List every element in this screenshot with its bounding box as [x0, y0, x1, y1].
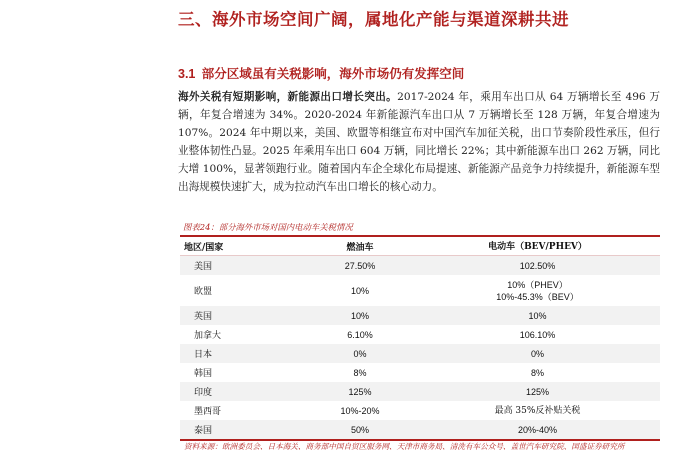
- cell-fuel: 6.10%: [347, 329, 373, 340]
- header-fuel: 燃油车: [346, 242, 374, 253]
- cell-ev: [415, 279, 660, 303]
- cell-ev: 106.10%: [519, 329, 556, 340]
- cell-fuel: 125%: [348, 386, 372, 397]
- table-row: [180, 401, 660, 420]
- subsection-heading: 部分区域虽有关税影响，海外市场仍有发挥空间: [201, 66, 465, 81]
- header-ev: 电动车（BEV/PHEV）: [488, 241, 587, 252]
- cell-ev: 最高 35%反补贴关税: [494, 406, 581, 416]
- table-row: [180, 325, 660, 344]
- cell-fuel: 27.50%: [344, 260, 376, 271]
- section-title: 三、海外市场空间广阔，属地化产能与渠道深耕共进: [178, 10, 569, 29]
- cell-fuel: 10%: [350, 285, 369, 296]
- cell-region: 墨西哥: [194, 407, 222, 417]
- paragraph-text: 2017-2024 年，乘用车出口从 64 万辆增长至 496 万辆，年复合增速为 34%。2020-2024 年新能源汽车出口从 7 万辆增长至 128 万辆，年复合增速为 107%。2024 年中期以来，美国、欧盟等相继宣布对中国汽车加征关税，出口节奏阶段性承压，但行业整体韧性凸显。2025 年乘用车出口 604 万辆，同比增长 22%；其中新能源车出口 262 万辆，同比大增 100%，显著领跑行业。随着国内车企全球化布局提速、新能源产品竞争力持续提升，新能源车型出海规模快速扩大，成为拉动汽车出口增长的核心动力。: [178, 91, 660, 194]
- table-header-row: [180, 237, 660, 256]
- cell-ev: 125%: [525, 386, 550, 397]
- table-row: [180, 344, 660, 363]
- cell-region: 日本: [194, 350, 213, 360]
- subsection-title: [178, 64, 464, 82]
- cell-fuel: 0%: [353, 348, 367, 359]
- table-row: [180, 363, 660, 382]
- cell-region: 欧盟: [194, 287, 213, 297]
- header-region: 地区/国家: [184, 242, 224, 253]
- cell-ev: 10%: [528, 310, 547, 321]
- cell-region: 泰国: [194, 426, 213, 436]
- source-note: 资料来源：欧洲委员会、日本海关、商务部中国自贸区服务网、天津市商务局、清洗有车公众号、盖世汽车研究院、国盛证券研究所: [184, 442, 625, 451]
- subsection-number: 3.1: [178, 67, 196, 81]
- cell-region: 英国: [194, 312, 213, 322]
- cell-region: 加拿大: [194, 331, 222, 341]
- cell-ev: 8%: [530, 367, 544, 378]
- cell-region: 韩国: [194, 369, 213, 379]
- cell-ev-line2: 10%-45.3%（BEV）: [496, 291, 579, 302]
- table-row: [180, 256, 660, 275]
- cell-fuel: 10%: [350, 310, 369, 321]
- table-row: [180, 420, 660, 439]
- cell-fuel: 50%: [350, 424, 369, 435]
- body-paragraph: [178, 88, 660, 197]
- table-row: [180, 275, 660, 306]
- cell-ev: 20%-40%: [517, 424, 558, 435]
- cell-ev-line1: 10%（PHEV）: [507, 279, 568, 290]
- cell-region: 印度: [194, 388, 213, 398]
- table-row: [180, 306, 660, 325]
- tariff-table: [180, 235, 660, 441]
- cell-ev: 102.50%: [519, 260, 556, 271]
- paragraph-lead: 海外关税有短期影响，新能源出口增长突出。: [178, 91, 398, 103]
- cell-region: 美国: [194, 262, 213, 272]
- table-row: [180, 382, 660, 401]
- cell-ev: 0%: [530, 348, 544, 359]
- cell-fuel: 10%-20%: [340, 405, 380, 416]
- figure-caption: 图表24：部分海外市场对国内电动车关税情况: [183, 222, 353, 232]
- cell-fuel: 8%: [353, 367, 367, 378]
